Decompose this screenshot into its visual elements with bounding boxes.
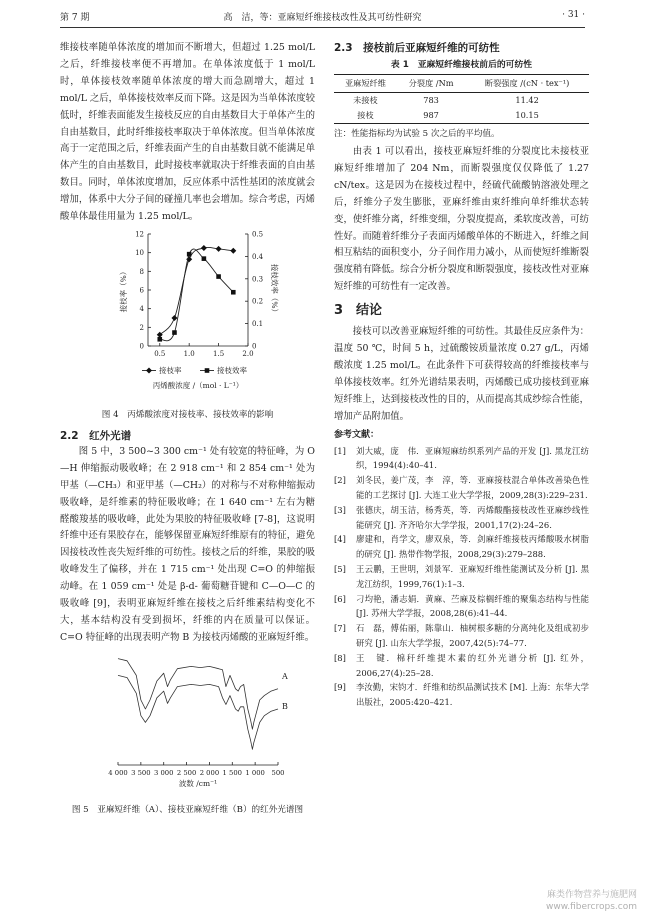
- reference-number: [9]: [334, 682, 346, 693]
- series-line-2: [160, 249, 234, 341]
- section-2-2-heading: 2.2 红外光谱: [60, 429, 132, 442]
- data-point-square: [187, 252, 192, 257]
- legend-marker-square: [205, 368, 210, 373]
- reference-list: [334, 444, 589, 710]
- figure-4-legend: [142, 365, 247, 375]
- reference-number: [4]: [334, 534, 346, 545]
- reference-item: [334, 562, 589, 592]
- figure-5-chart: [60, 647, 315, 797]
- reference-text: 刘冬民，姜广茂，李 淳，等．亚麻接枝混合单体改善染色性能的工艺探讨 [J]. 大连工业大学学报，2009,28(3):229–231.: [356, 475, 589, 500]
- series-line-1: [160, 247, 234, 334]
- y-tick-label-right: 0.3: [252, 275, 264, 284]
- x-tick-label: 500: [271, 768, 285, 777]
- reference-item: [334, 621, 589, 651]
- reference-text: 李汝勤，宋钧才．纤维和纺织品测试技术 [M]. 上海：东华大学出版社，2005:420–421.: [356, 682, 589, 708]
- watermark-line: www.fibercrops.com: [546, 902, 637, 912]
- y-axis-title-left: 接枝率（%）: [119, 267, 128, 313]
- references-heading: 参考文献：: [334, 429, 380, 440]
- figure-5-marks: [118, 658, 288, 749]
- reference-text: 廖建和，肖学文，廖双泉，等．剑麻纤维接枝丙烯酸吸水树脂的研究 [J]. 热带作物学报，2008,29(3):279–288.: [356, 534, 589, 560]
- x-tick-label: 2.0: [242, 349, 254, 358]
- section-3-heading: 3 结论: [334, 303, 383, 319]
- reference-text: 王 键．棉秆纤维提木素的红外光谱分析 [J]. 红外，2006,27(4):25–28.: [356, 652, 589, 678]
- table-header-cell: 断裂强度 /(cN · tex⁻¹): [465, 75, 589, 93]
- paragraph-spinnability: 由表 1 可以看出，接枝亚麻短纤维的分裂度比未接枝亚麻短纤维增加了 204 Nm，而断裂强度仅仅降低了 1.27 cN/tex。这是因为在接枝过程中，经硫代硫酸钠溶液处理之后，纤维分子发生膨胀，亚麻纤维由束纤维向单纤维状态转变，使纤维分离，纤维变细，分裂度提高，柔软度改善，可纺性好。而随着纤维分子表面丙烯酸单体的不断进入，纤维之间相互粘结的面积变小，分子间作用力减小，从而使短纤维断裂强度稍有降低。综合分析分裂度和断裂强度，接枝改性对亚麻短纤维的可纺性有一定改善。: [334, 146, 589, 293]
- header-rule: [60, 27, 585, 28]
- y-tick-label-right: 0.2: [252, 297, 264, 306]
- data-point-square: [172, 330, 177, 335]
- figure-4-axes: [118, 230, 280, 390]
- x-axis-title: 丙烯酸浓度 /（mol · L⁻¹）: [152, 380, 244, 390]
- legend-label: 接枝效率: [217, 365, 247, 375]
- y-tick-label-left: 2: [139, 323, 144, 332]
- x-tick-label: 1 500: [222, 768, 243, 777]
- table-cell: 11.42: [515, 95, 539, 105]
- y-tick-label-right: 0.1: [252, 320, 264, 329]
- running-header: [60, 10, 585, 24]
- data-point-diamond: [201, 245, 207, 251]
- x-tick-label: 0.5: [154, 349, 166, 358]
- table-row: [334, 108, 589, 124]
- y-tick-label-right: 0.4: [252, 252, 264, 261]
- x-tick-label: 3 000: [153, 768, 174, 777]
- reference-text: 石 磊，傅佑丽，陈靠山．柚树根多糖的分离纯化及组成初步研究 [J]. 山东大学学报，2007,42(5):74–77.: [356, 623, 589, 648]
- reference-item: [334, 532, 589, 562]
- y-tick-label-left: 10: [135, 249, 144, 258]
- data-point-diamond: [230, 248, 236, 254]
- x-tick-label: 2 500: [176, 768, 197, 777]
- y-tick-label-left: 8: [139, 267, 144, 276]
- y-tick-label-right: 0: [252, 342, 257, 351]
- reference-number: [8]: [334, 652, 346, 663]
- table-cell: 接枝: [334, 108, 397, 124]
- data-point-diamond: [171, 315, 177, 321]
- figure-5-axes: [108, 762, 284, 788]
- table-header-cell: 亚麻短纤维: [334, 75, 397, 93]
- reference-number: [5]: [334, 563, 346, 574]
- reference-item: [334, 592, 589, 622]
- spectrum-label-B: B: [282, 701, 288, 711]
- x-tick-label: 2 000: [199, 768, 220, 777]
- left-column: [60, 40, 315, 817]
- reference-number: [6]: [334, 593, 346, 604]
- table-cell: 未接枝: [353, 95, 378, 105]
- reference-text: 刘大威，庞 伟．亚麻短麻纺织系列产品的开发 [J]. 黑龙江纺织，1994(4):40–41.: [356, 445, 589, 471]
- reference-number: [1]: [334, 445, 346, 456]
- y-tick-label-left: 6: [139, 286, 144, 295]
- reference-item: [334, 651, 589, 681]
- reference-text: 张德庆，胡玉洁，杨秀英，等．丙烯酸酯接枝改性亚麻纱线性能研究 [J]. 齐齐哈尔大学学报，2001,17(2):24–26.: [356, 504, 589, 530]
- legend-label: 接枝率: [159, 365, 182, 375]
- spectrum-line-B: [118, 675, 278, 749]
- x-axis-title: 波数 /cm⁻¹: [178, 778, 218, 788]
- reference-text: 王云鹏，王世明，刘景军．亚麻短纤维性能测试及分析 [J]. 黑龙江纺织，1999,76(1):1–3.: [356, 563, 589, 589]
- reference-item: [334, 444, 589, 474]
- section-2-3-heading: 2.3 接枝前后亚麻短纤维的可纺性: [334, 42, 500, 54]
- paragraph-monomer-effect: 维接枝率随单体浓度的增加而不断增大，但超过 1.25 mol/L 之后，纤维接枝率便不再增加。在单体浓度低于 1 mol/L 时，单体接枝效率随单体浓度的增大而急剧增大，超过 1 mol/L 之后，单体接枝效率反而下降。这是因为当单体浓度较低时，纤维表面能发生接枝反应的自由基数目大于单体产生的自由基数目，此时纤维接枝率取决于单体浓度。但当单体浓度高于一定范围之后，纤维表面产生的自由基数目就不能满足单体产生的自由基数目，此时接枝率就取决于纤维表面的自由基数目。同时，单体浓度增加，反应体系中活性基团的浓度就会增加，体系中大分子间的碰撞几率也会增加。综合考虑，丙烯酸单体最佳用量为 1.25 mol/L。: [60, 42, 315, 223]
- reference-item: [334, 680, 589, 710]
- reference-number: [7]: [334, 623, 346, 634]
- reference-number: [2]: [334, 475, 346, 486]
- y-tick-label-right: 0.5: [252, 230, 264, 239]
- reference-item: [334, 473, 589, 503]
- x-tick-label: 1.5: [213, 349, 225, 358]
- y-tick-label-left: 12: [135, 230, 144, 239]
- y-tick-label-left: 0: [139, 342, 144, 351]
- table-row: [334, 93, 589, 109]
- spectrum-line-A: [118, 658, 278, 729]
- table-cell: 987: [397, 108, 465, 124]
- table-cell: 783: [423, 95, 439, 105]
- figure-4-chart: [60, 226, 315, 402]
- x-tick-label: 1 000: [245, 768, 265, 777]
- table-1-title: 表 1 亚麻短纤维接枝前后的可纺性: [390, 60, 533, 70]
- watermark: [546, 889, 637, 913]
- y-tick-label-left: 4: [139, 305, 144, 314]
- reference-number: [3]: [334, 504, 346, 515]
- table-1: [334, 74, 589, 124]
- running-title: 高 洁，等：亚麻短纤维接枝改性及其可纺性研究: [223, 13, 422, 23]
- table-cell: 10.15: [465, 108, 589, 124]
- reference-text: 刁均艳，潘志娟．黄麻、苎麻及棕榈纤维的聚集态结构与性能 [J]. 苏州大学学报，2008,28(6):41–44.: [356, 593, 589, 619]
- figure-4-caption: 图 4 丙烯酸浓度对接枝率、接枝效率的影响: [101, 409, 274, 420]
- data-point-square: [202, 256, 207, 261]
- table-header-cell: 分裂度 /Nm: [397, 75, 465, 93]
- x-tick-label: 1.0: [183, 349, 195, 358]
- spectrum-label-A: A: [282, 671, 288, 681]
- figure-5-caption: 图 5 亚麻短纤维（A）、接枝亚麻短纤维（B）的红外光谱图: [71, 804, 304, 815]
- paragraph-ir-spectrum: 图 5 中，3 500~3 300 cm⁻¹ 处有较宽的特征峰，为 O—H 伸缩振动吸收峰；在 2 918 cm⁻¹ 和 2 854 cm⁻¹ 处为甲基（—CH₃）和亚甲基（—CH₂）的对称与不对称伸缩振动吸收峰，是纤维素的特征吸收峰；在 1 640 cm⁻¹ 左右为糖醛酸羧基的吸收峰，此处为果胶的特征吸收峰 [7-8]，这说明纤维中还有果胶存在，能够保留亚麻短纤维原有的特征，避免因接枝改性丧失短纤维的可纺性。接枝之后的纤维，果胶的吸收峰发生了偏移，并在 1 715 cm⁻¹ 处出现 C=O 的伸缩振动峰。在 1 059 cm⁻¹ 处是 β-d- 葡萄糖苷键和 C—O—C 的吸收峰 [9]，表明亚麻短纤维在接枝之后纤维素结构变化不大，基本结构没有受到损坏，纤维的内在质量可以保证。C=O 特征峰的出现表明产物 B 为接枝丙烯酸的亚麻短纤维。: [60, 445, 315, 643]
- issue-number: 第 7 期: [60, 13, 90, 23]
- x-tick-label: 4 000: [108, 768, 128, 777]
- reference-item: [334, 503, 589, 533]
- table-header-row: [334, 75, 589, 93]
- y-axis-title-right: 接枝效率（%）: [270, 263, 279, 317]
- x-tick-label: 3 500: [131, 768, 151, 777]
- right-column: [334, 40, 589, 710]
- data-point-square: [231, 290, 236, 295]
- figure-4-marks: [157, 245, 237, 342]
- watermark-line: 麻类作物营养与施肥网: [546, 890, 637, 900]
- page-number: · 31 ·: [562, 10, 585, 20]
- legend-marker-diamond: [146, 367, 152, 373]
- table-note: 注：性能指标均为试验 5 次之后的平均值。: [334, 129, 500, 139]
- data-point-diamond: [216, 246, 222, 252]
- paragraph-conclusion: 接枝可以改善亚麻短纤维的可纺性。其最佳反应条件为：温度 50 ℃，时间 5 h，过硫酸铵质量浓度 0.27 g/L，丙烯酸浓度 1.25 mol/L。在此条件下可获得较高的纤维接枝率与单体接枝效率。红外光谱结果表明，丙烯酸已成功接枝到亚麻短纤维上，达到接枝改性的目的，从而提高其成纱综合性能，增加产品附加值。: [334, 326, 589, 422]
- data-point-square: [157, 337, 162, 342]
- data-point-square: [216, 274, 221, 279]
